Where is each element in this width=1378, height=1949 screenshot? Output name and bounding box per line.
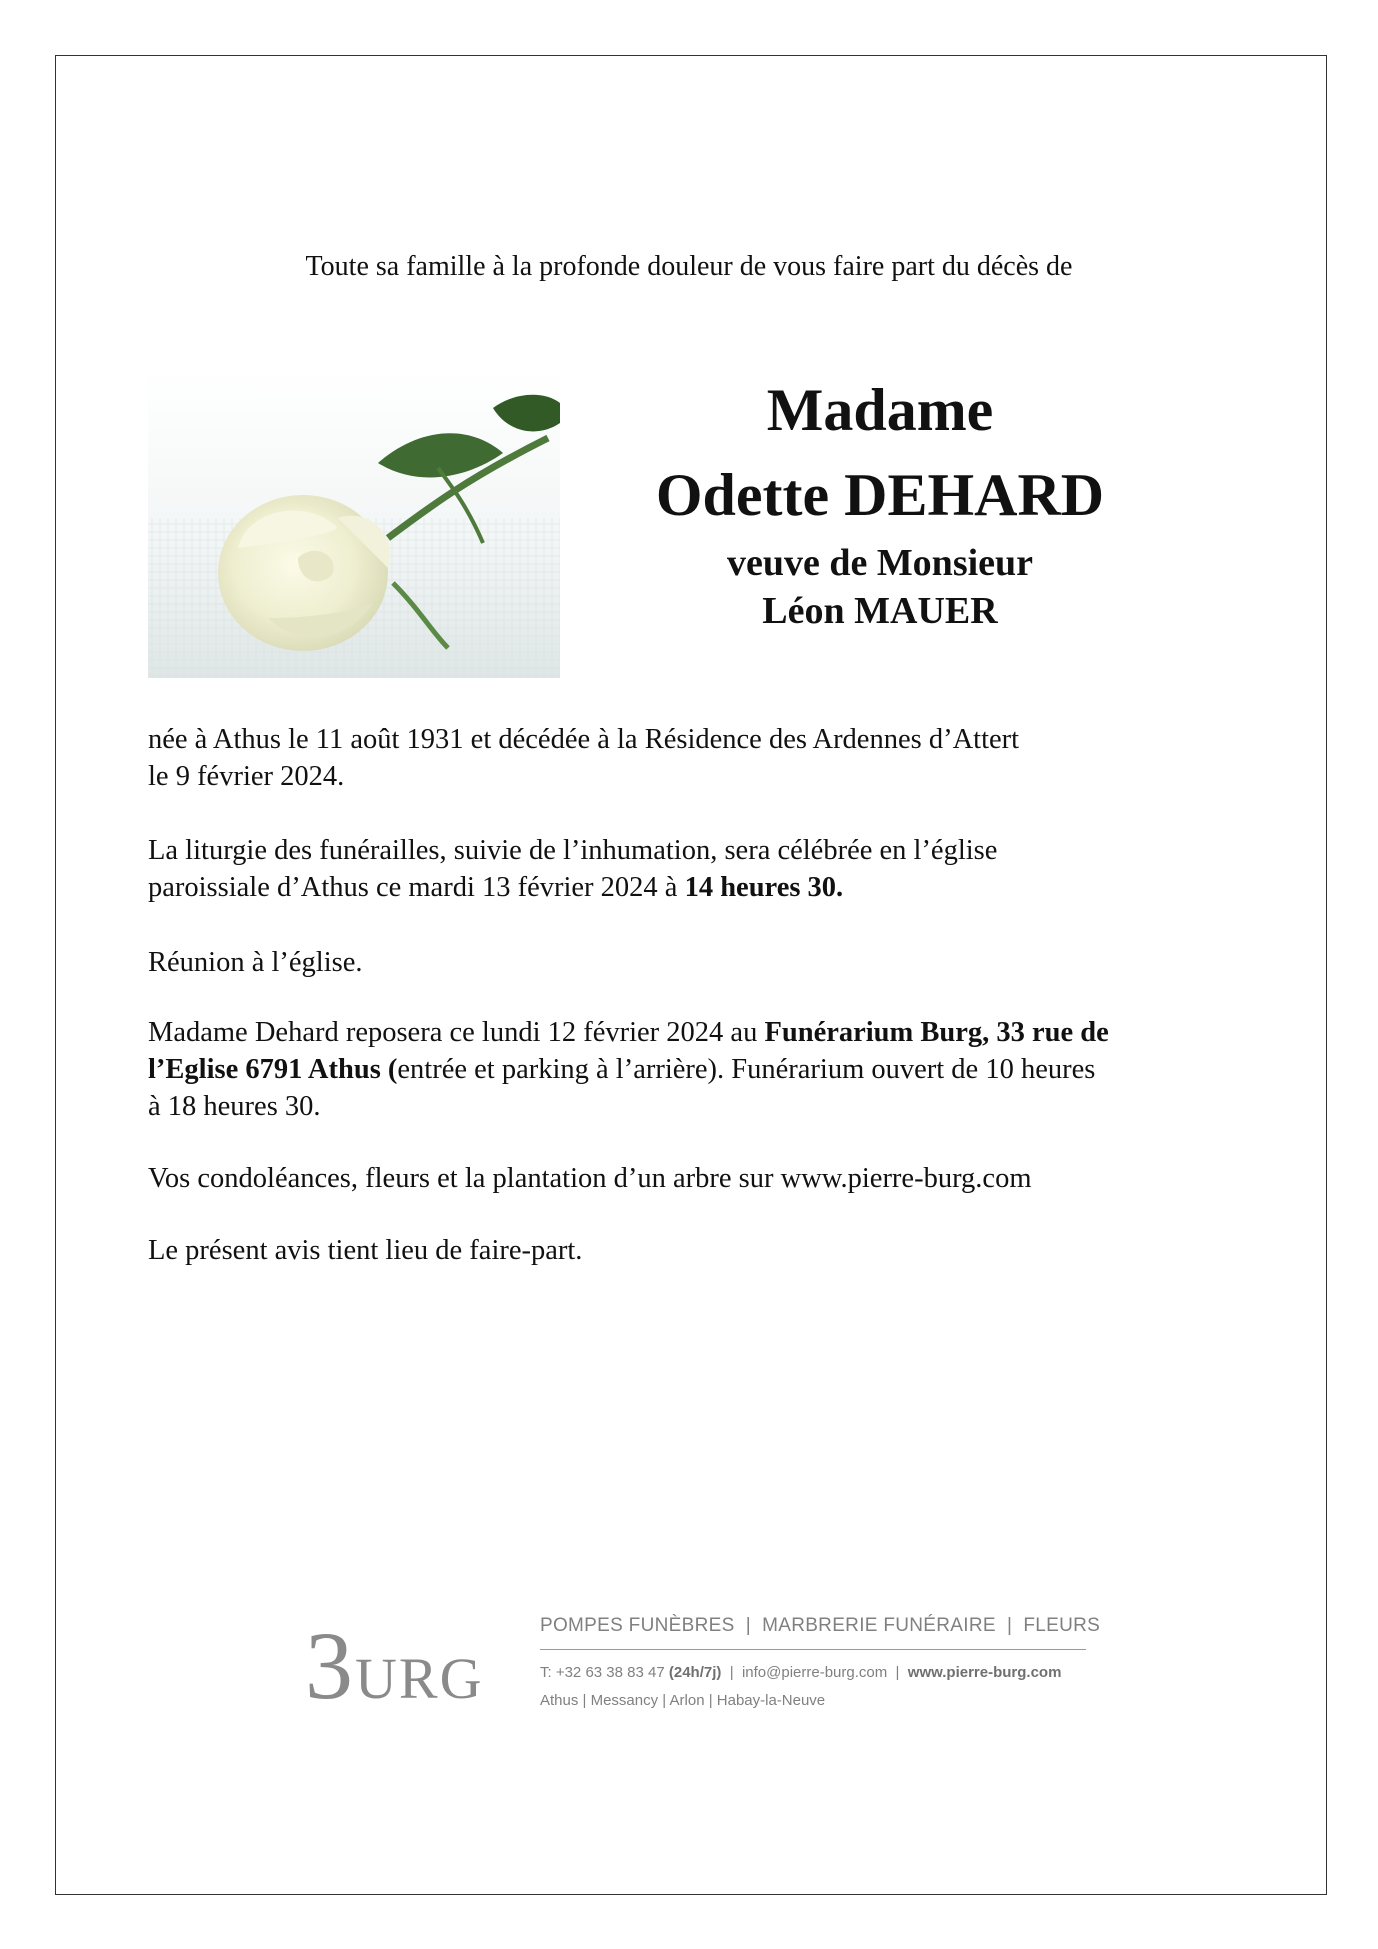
phone-number: T: +32 63 38 83 47 <box>540 1664 669 1681</box>
relation-text: veuve de Monsieur <box>726 542 1034 584</box>
spouse-name: Léon MAUER <box>762 590 998 632</box>
deceased-name: Odette DEHARD <box>655 462 1105 528</box>
liturgy-line-1: La liturgie des funérailles, suivie de l’inhumation, sera célébrée en l’église <box>148 835 998 866</box>
reunion-paragraph: Réunion à l’église. <box>148 947 363 978</box>
birth-death-line-1: née à Athus le 11 août 1931 et décédée à la Résidence des Ardennes d’Attert <box>148 724 1020 755</box>
funerarium-name: Funérarium Burg, 33 rue de <box>764 1017 1109 1048</box>
rest-intro: Madame Dehard reposera ce lundi 12 février 2024 au <box>148 1017 765 1048</box>
condolences-paragraph: Vos condoléances, fleurs et la plantation d’un arbre sur www.pierre-burg.com <box>148 1163 1032 1194</box>
contact-line <box>540 1662 1100 1684</box>
footer-divider <box>540 1649 1086 1650</box>
email-address: | info@pierre-burg.com | <box>721 1664 908 1681</box>
rest-paragraph <box>148 1014 1248 1125</box>
funerarium-address: l’Eglise 6791 Athus ( <box>148 1054 398 1085</box>
liturgy-line-2 <box>148 869 1248 906</box>
cities-line: Athus | Messancy | Arlon | Habay-la-Neuve <box>540 1692 826 1709</box>
burg-logo <box>305 1620 495 1710</box>
rest-details: entrée et parking à l’arrière). Funérarium ouvert de 10 heures <box>397 1054 1096 1085</box>
rest-line-3: à 18 heures 30. <box>148 1091 321 1122</box>
liturgy-date: paroissiale d’Athus ce mardi 13 février 2024 à <box>148 872 685 903</box>
white-rose-photo <box>148 368 560 678</box>
footer-info <box>540 1613 1100 1712</box>
notice-paragraph: Le présent avis tient lieu de faire-part. <box>148 1235 583 1266</box>
rest-line-2 <box>148 1051 1248 1088</box>
birth-death-paragraph <box>148 721 1248 795</box>
liturgy-time: 14 heures 30. <box>684 872 844 903</box>
svg-text:URG: URG <box>355 1646 484 1710</box>
phone-hours: (24h/7j) <box>668 1664 722 1681</box>
liturgy-paragraph <box>148 832 1248 906</box>
rest-line-1 <box>148 1014 1248 1051</box>
intro-text: Toute sa famille à la profonde douleur de vous faire part du décès de <box>305 251 1073 282</box>
birth-death-line-2: le 9 février 2024. <box>148 761 345 792</box>
svg-text:3: 3 <box>305 1620 353 1710</box>
website-link[interactable]: www.pierre-burg.com <box>907 1664 1062 1681</box>
deceased-title: Madame <box>766 377 994 443</box>
services-line: POMPES FUNÈBRES | MARBRERIE FUNÉRAIRE | FLEURS <box>540 1615 1101 1636</box>
